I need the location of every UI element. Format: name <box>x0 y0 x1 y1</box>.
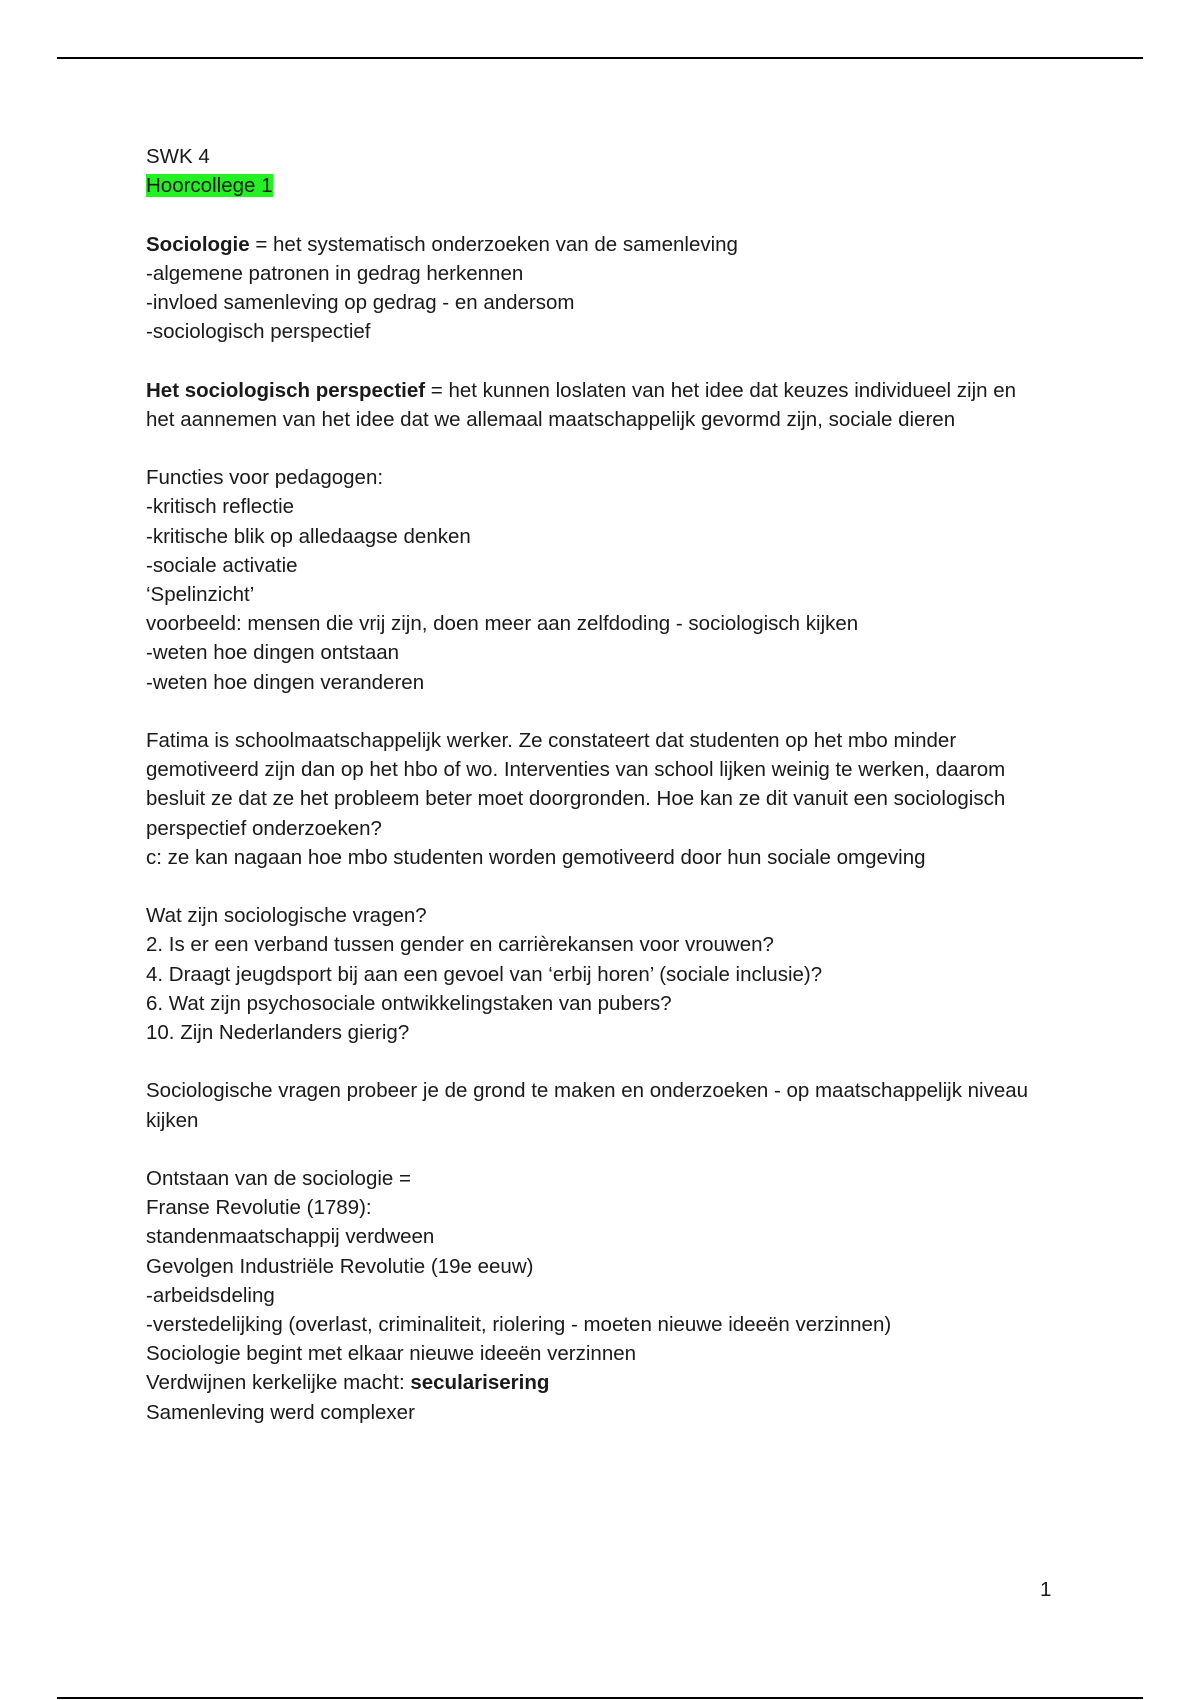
list-item: 2. Is er een verband tussen gender en carrièrekansen voor vrouwen? <box>146 933 774 957</box>
questions-heading: Wat zijn sociologische vragen? <box>146 904 427 928</box>
list-item: -arbeidsdeling <box>146 1283 275 1307</box>
list-item: -kritisch reflectie <box>146 495 295 519</box>
sociologie-definition: Sociologie = het systematisch onderzoeken van de samenleving <box>146 232 738 256</box>
list-item: 6. Wat zijn psychosociale ontwikkelingstaken van pubers? <box>146 991 672 1015</box>
perspectief-definition: Het sociologisch perspectief = het kunnen loslaten van het idee dat keuzes individueel zijn en het aannemen van het idee dat we allemaal maatschappelijk gevormd zijn, sociale dieren <box>146 378 1017 431</box>
list-item: Franse Revolutie (1789): <box>146 1196 372 1220</box>
footer-rule <box>57 1697 1143 1699</box>
list-item: -invloed samenleving op gedrag - en andersom <box>146 291 575 314</box>
list-item: Samenleving werd complexer <box>146 1400 415 1424</box>
questions-note: Sociologische vragen probeer je de grond te maken en onderzoeken - op maatschappelijk niveau kijken <box>146 1079 1029 1132</box>
list-item: -algemene patronen in gedrag herkennen <box>146 261 524 285</box>
list-item: standenmaatschappij verdween <box>146 1225 435 1249</box>
list-item: 4. Draagt jeugdsport bij aan een gevoel van ‘erbij horen’ (sociale inclusie)? <box>146 962 823 986</box>
page-number: 1 <box>1040 1578 1052 1601</box>
list-item: -sociale activatie <box>146 553 298 577</box>
secularisering-line: Verdwijnen kerkelijke macht: secularisering <box>146 1371 550 1395</box>
list-item: voorbeeld: mensen die vrij zijn, doen meer aan zelfdoding - sociologisch kijken <box>146 612 859 636</box>
term-sociologie: Sociologie <box>146 232 250 256</box>
list-item: 10. Zijn Nederlanders gierig? <box>146 1021 410 1045</box>
list-item: ‘Spelinzicht’ <box>146 583 255 606</box>
term-perspectief: Het sociologisch perspectief <box>146 378 426 402</box>
origin-heading: Ontstaan van de sociologie = <box>146 1167 411 1190</box>
list-item: -weten hoe dingen ontstaan <box>146 641 400 665</box>
case-answer: c: ze kan nagaan hoe mbo studenten worden gemotiveerd door hun sociale omgeving <box>146 845 926 869</box>
list-item: -kritische blik op alledaagse denken <box>146 524 471 548</box>
lecture-heading: Hoorcollege 1 <box>146 174 273 198</box>
list-item: -sociologisch perspectief <box>146 320 371 344</box>
course-title: SWK 4 <box>146 145 210 168</box>
list-item: Gevolgen Industriële Revolutie (19e eeuw) <box>146 1254 534 1278</box>
header-rule <box>57 57 1143 59</box>
term-secularisering: secularisering <box>410 1371 550 1395</box>
document-body <box>146 142 1046 1427</box>
list-item: -weten hoe dingen veranderen <box>146 670 425 694</box>
list-item: -verstedelijking (overlast, criminaliteit, riolering - moeten nieuwe ideeën verzinnen) <box>146 1313 892 1337</box>
functies-heading: Functies voor pedagogen: <box>146 466 384 490</box>
list-item: Sociologie begint met elkaar nieuwe ideeën verzinnen <box>146 1342 637 1366</box>
case-text: Fatima is schoolmaatschappelijk werker. Ze constateert dat studenten op het mbo minder gemotiveerd zijn dan op het hbo of wo. Interventies van school lijken weinig te werken, daarom besluit ze dat ze het probleem beter moet doorgronden. Hoe kan ze dit vanuit een sociologisch perspectief onderzoeken? <box>146 729 1006 840</box>
